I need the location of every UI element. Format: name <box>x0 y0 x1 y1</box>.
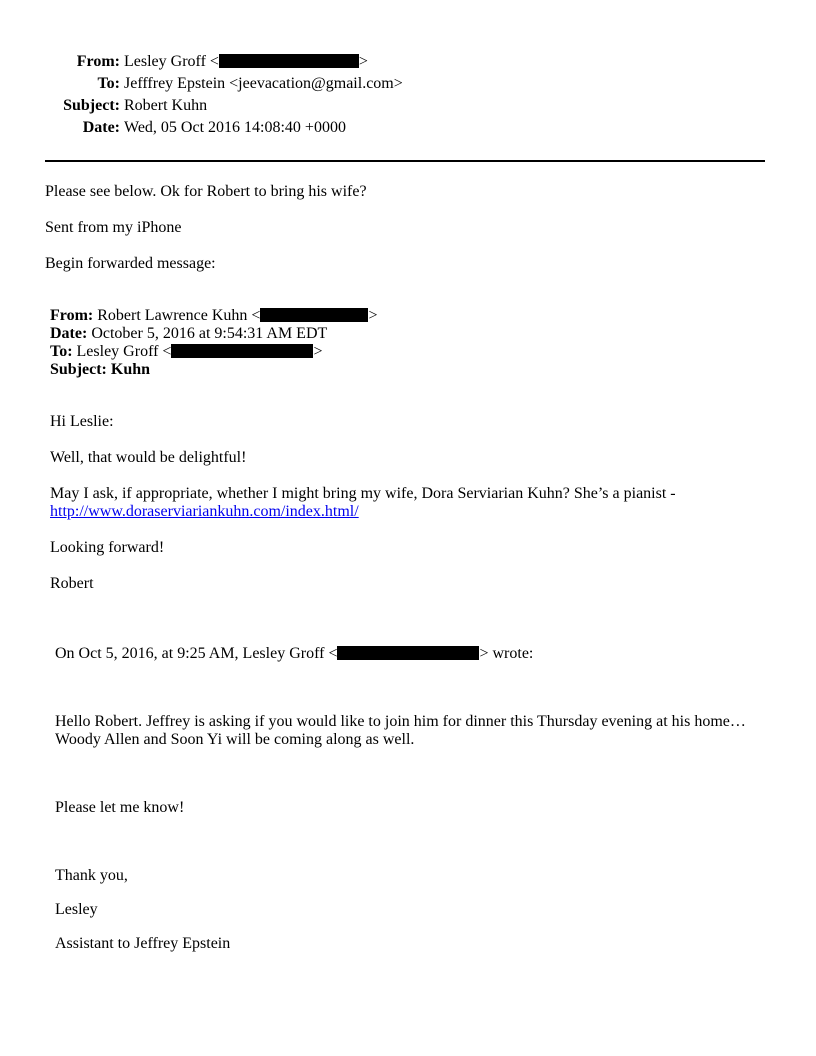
fwd-to-row <box>50 342 322 362</box>
quoted-intro-post: > wrote: <box>479 645 534 662</box>
redaction-box <box>337 646 479 660</box>
body-line-2: Sent from my iPhone <box>45 219 182 236</box>
fwd-signoff: Robert <box>50 575 94 592</box>
fwd-date-value: October 5, 2016 at 9:54:31 AM EDT <box>91 325 328 342</box>
fwd-from-close: > <box>368 307 378 324</box>
header-from-row <box>0 52 368 72</box>
header-subject-row <box>0 96 207 116</box>
header-subject-label: Subject: <box>63 97 120 114</box>
fwd-from-value: Robert Lawrence Kuhn < <box>97 307 261 324</box>
fwd-paragraph-1: Well, that would be delightful! <box>50 449 247 466</box>
quoted-intro-pre: On Oct 5, 2016, at 9:25 AM, Lesley Groff < <box>55 645 338 662</box>
body-line-1: Please see below. Ok for Robert to bring his wife? <box>45 183 367 200</box>
header-divider <box>45 160 765 162</box>
fwd-paragraph-3: Looking forward! <box>50 539 165 556</box>
fwd-greeting: Hi Leslie: <box>50 413 114 430</box>
fwd-to-label: To: <box>50 343 73 360</box>
fwd-date-row <box>50 324 327 344</box>
quoted-paragraph-2: Please let me know! <box>55 799 185 816</box>
fwd-from-label: From: <box>50 307 94 324</box>
fwd-to-close: > <box>313 343 323 360</box>
fwd-link-row <box>50 502 359 522</box>
quoted-intro <box>55 644 533 664</box>
header-to-value: Jefffrey Epstein <jeevacation@gmail.com> <box>124 75 403 92</box>
quoted-paragraph-4: Lesley <box>55 901 98 918</box>
quoted-paragraph-1a: Hello Robert. Jeffrey is asking if you would like to join him for dinner this Thursday evening at his home… <box>55 713 746 730</box>
header-to-label: To: <box>97 75 120 92</box>
header-date-value: Wed, 05 Oct 2016 14:08:40 +0000 <box>124 119 346 136</box>
header-from-close: > <box>358 53 368 70</box>
header-date-row <box>0 118 346 138</box>
header-to-row <box>0 74 403 94</box>
fwd-to-value: Lesley Groff < <box>76 343 172 360</box>
quoted-paragraph-5: Assistant to Jeffrey Epstein <box>55 935 231 952</box>
header-from-value: Lesley Groff < <box>124 53 219 70</box>
quoted-paragraph-1b: Woody Allen and Soon Yi will be coming along as well. <box>55 731 415 748</box>
fwd-date-label: Date: <box>50 325 88 342</box>
redaction-box <box>219 54 359 68</box>
redaction-box <box>171 344 313 358</box>
header-from-label: From: <box>76 53 120 70</box>
quoted-paragraph-3: Thank you, <box>55 867 128 884</box>
fwd-subject: Subject: Kuhn <box>50 361 151 378</box>
header-subject-value: Robert Kuhn <box>124 97 208 114</box>
fwd-from-row <box>50 306 377 326</box>
header-date-label: Date: <box>82 119 120 136</box>
redaction-box <box>260 308 368 322</box>
pianist-website-link[interactable]: http://www.doraserviariankuhn.com/index.html/ <box>50 503 359 520</box>
body-line-3: Begin forwarded message: <box>45 255 216 272</box>
fwd-paragraph-2: May I ask, if appropriate, whether I might bring my wife, Dora Serviarian Kuhn? She’s a pianist - <box>50 485 676 502</box>
